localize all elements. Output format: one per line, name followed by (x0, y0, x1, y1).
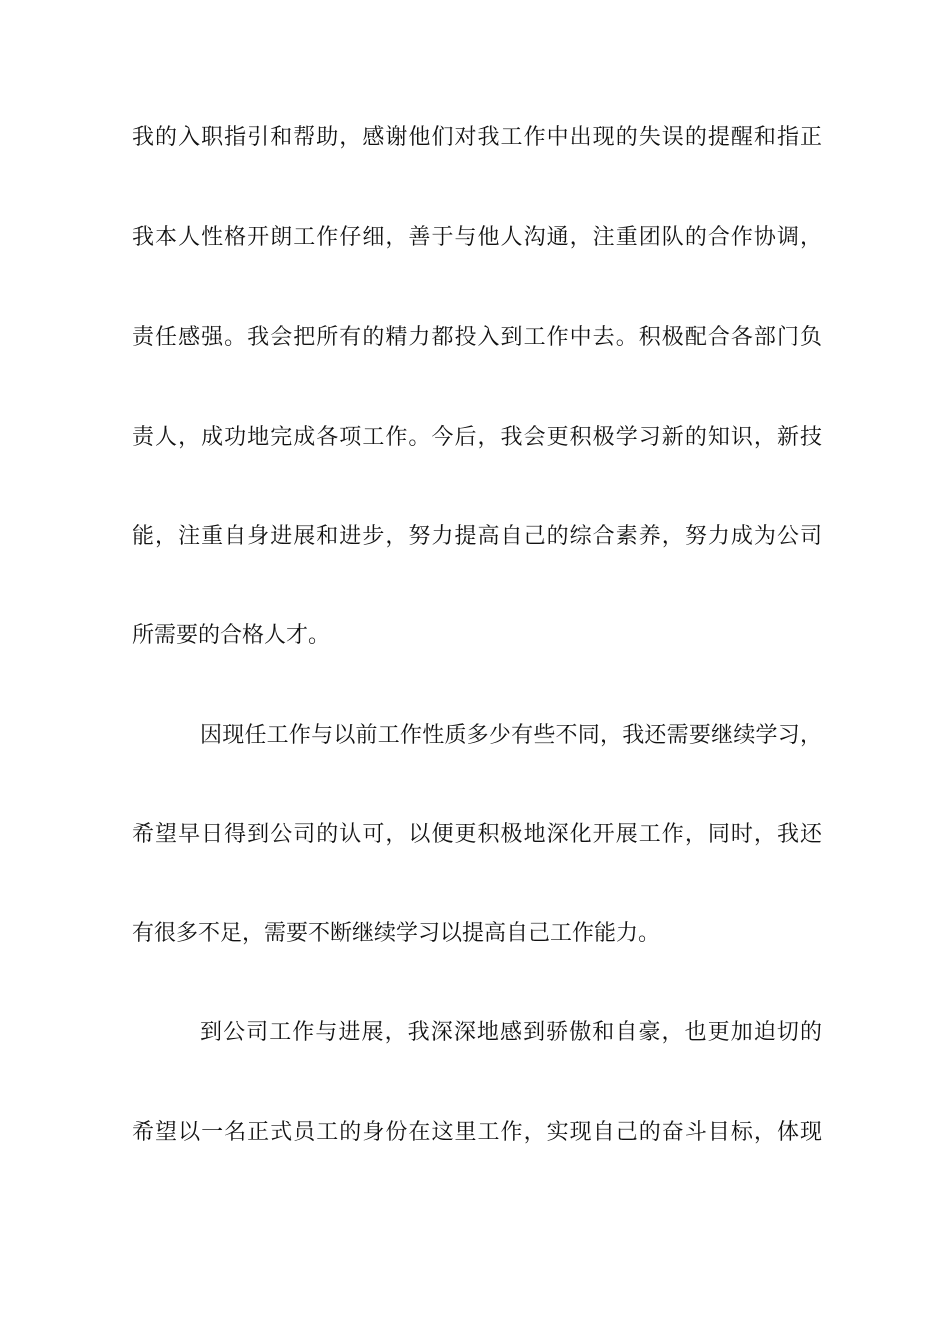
text-line: 希望早日得到公司的认可，以便更积极地深化开展工作，同时，我还 (132, 822, 822, 847)
paragraph-first-line: 到公司工作与进展，我深深地感到骄傲和自豪，也更加迫切的 (200, 1020, 822, 1045)
text-line: 我本人性格开朗工作仔细，善于与他人沟通，注重团队的合作协调， (132, 225, 822, 250)
text-line: 能，注重自身进展和进步，努力提高自己的综合素养，努力成为公司 (132, 524, 822, 549)
text-line: 我的入职指引和帮助，感谢他们对我工作中出现的失误的提醒和指正 (132, 125, 822, 150)
text-line: 责人，成功地完成各项工作。今后，我会更积极学习新的知识，新技 (132, 425, 822, 450)
text-line: 有很多不足，需要不断继续学习以提高自己工作能力。 (132, 921, 661, 946)
paragraph-first-line: 因现任工作与以前工作性质多少有些不同，我还需要继续学习， (200, 723, 822, 748)
text-line: 责任感强。我会把所有的精力都投入到工作中去。积极配合各部门负 (132, 325, 822, 350)
text-line: 所需要的合格人才。 (132, 623, 331, 648)
text-line: 希望以一名正式员工的身份在这里工作，实现自己的奋斗目标，体现 (132, 1120, 822, 1145)
